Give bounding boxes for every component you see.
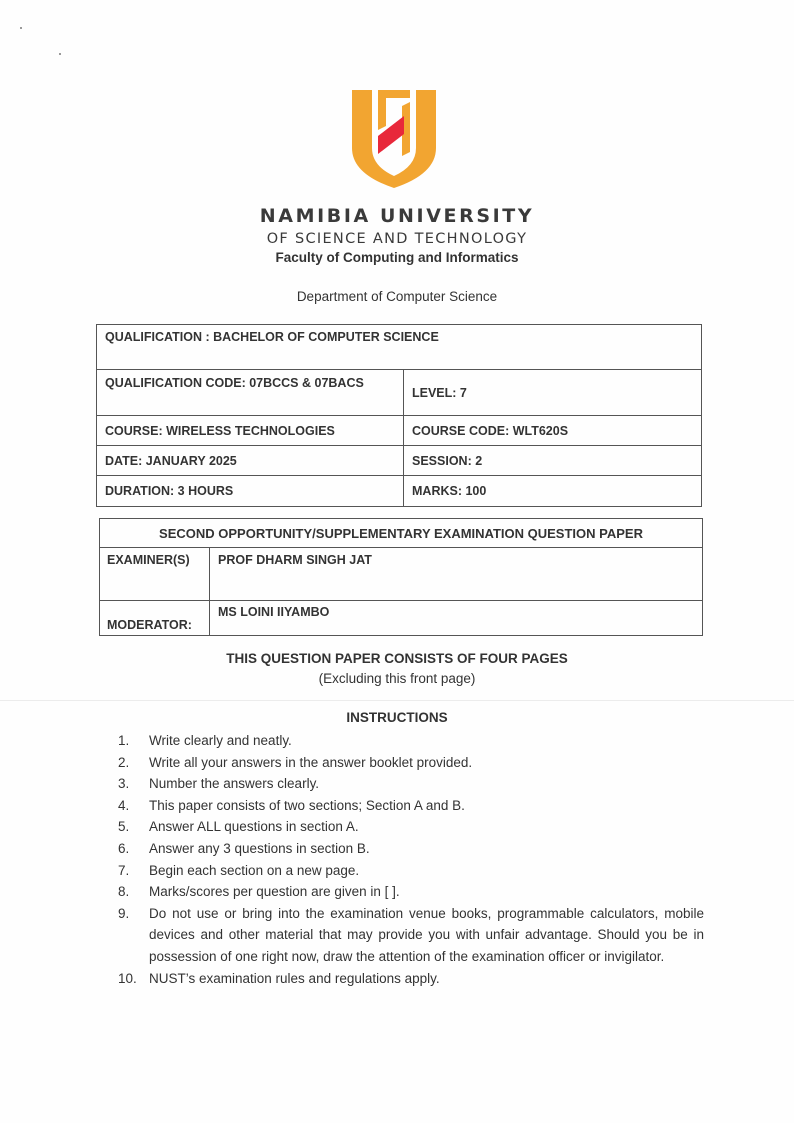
duration-cell: DURATION: 3 HOURS [97, 476, 404, 507]
instructions-list [118, 730, 704, 989]
level-cell: LEVEL: 7 [404, 370, 702, 416]
scan-speck [59, 53, 61, 55]
examiner-value: PROF DHARM SINGH JAT [210, 548, 703, 601]
instruction-number: 7. [118, 862, 130, 878]
page-count-notice: THIS QUESTION PAPER CONSISTS OF FOUR PAGES [226, 651, 568, 666]
instruction-item [118, 752, 704, 774]
faculty-name: Faculty of Computing and Informatics [275, 250, 519, 265]
instruction-number: 4. [118, 797, 130, 813]
date-cell: DATE: JANUARY 2025 [97, 446, 404, 476]
session-cell: SESSION: 2 [404, 446, 702, 476]
page-count-note: (Excluding this front page) [318, 671, 476, 686]
qualification-cell: QUALIFICATION : BACHELOR OF COMPUTER SCIENCE [97, 325, 702, 370]
marks-cell: MARKS: 100 [404, 476, 702, 507]
exam-type-title: SECOND OPPORTUNITY/SUPPLEMENTARY EXAMINATION QUESTION PAPER [100, 519, 703, 548]
instruction-item [118, 773, 704, 795]
instruction-text: Number the answers clearly. [149, 776, 320, 792]
course-code-cell: COURSE CODE: WLT620S [404, 416, 702, 446]
instruction-text: Write clearly and neatly. [149, 733, 292, 748]
instruction-text: Do not use or bring into the examination venue books, programmable calculators, mobile devices and other material that may provide you with unfair advantage. Should you be in possession of one right now, draw the attention of the examination officer or invigilator. [149, 905, 704, 964]
instruction-item [118, 860, 704, 882]
qualification-code-cell: QUALIFICATION CODE: 07BCCS & 07BACS [97, 370, 404, 416]
instruction-number: 5. [118, 819, 130, 835]
instruction-number: 1. [118, 733, 130, 748]
instruction-item [118, 730, 704, 752]
instructions-title: INSTRUCTIONS [346, 710, 448, 725]
nust-shield-logo-icon [346, 86, 442, 190]
instruction-text: Begin each section on a new page. [149, 862, 360, 878]
instruction-number: 6. [118, 840, 130, 856]
moderator-label: MODERATOR: [100, 601, 210, 636]
instruction-item [118, 968, 704, 990]
instruction-number: 3. [118, 776, 130, 792]
instruction-number: 8. [118, 884, 130, 900]
instruction-text: Answer ALL questions in section A. [149, 819, 359, 835]
instruction-text: Answer any 3 questions in section B. [149, 840, 370, 856]
moderator-value: MS LOINI IIYAMBO [210, 601, 703, 636]
scan-speck [20, 27, 22, 29]
instruction-number: 2. [118, 754, 130, 770]
instruction-text: NUST’s examination rules and regulations apply. [149, 970, 440, 986]
instruction-number: 10. [118, 970, 137, 986]
university-subtitle: OF SCIENCE AND TECHNOLOGY [266, 231, 528, 247]
course-cell: COURSE: WIRELESS TECHNOLOGIES [97, 416, 404, 446]
university-name: NAMIBIA UNIVERSITY [259, 205, 535, 227]
examination-info-table [99, 518, 703, 636]
qualification-details-table [96, 324, 702, 507]
instruction-text: This paper consists of two sections; Section A and B. [149, 797, 465, 813]
instruction-item [118, 838, 704, 860]
department-name: Department of Computer Science [296, 289, 498, 304]
examiner-label: EXAMINER(S) [100, 548, 210, 601]
instruction-text: Marks/scores per question are given in [ ]. [149, 884, 400, 900]
instruction-item [118, 816, 704, 838]
scan-divider [0, 700, 794, 701]
instruction-item [118, 881, 704, 903]
instruction-item [118, 795, 704, 817]
instruction-item [118, 903, 704, 968]
instruction-number: 9. [118, 905, 130, 921]
instruction-text: Write all your answers in the answer booklet provided. [149, 754, 473, 770]
